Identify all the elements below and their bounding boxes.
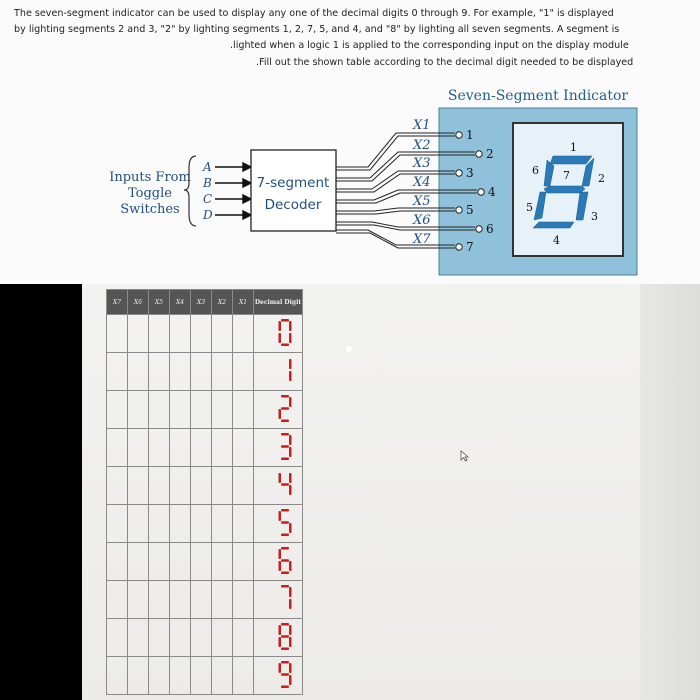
digit-segment-5: [279, 637, 282, 647]
decimal-digit-cell: [254, 505, 303, 543]
digit-segment-4: [281, 572, 289, 575]
pin-3-label: 3: [466, 166, 474, 180]
input-cell[interactable]: [107, 467, 128, 505]
seven-segment-digit: [278, 622, 294, 652]
input-cell[interactable]: [149, 619, 170, 657]
header-x1: X1: [233, 290, 254, 315]
input-cell[interactable]: [170, 467, 191, 505]
digit-segment-4: [281, 420, 289, 423]
input-cell[interactable]: [128, 505, 149, 543]
output-x3-label: X3: [413, 156, 431, 171]
table-row: [107, 315, 303, 353]
input-cell[interactable]: [212, 429, 233, 467]
digit-segment-5: [279, 409, 282, 419]
input-cell[interactable]: [107, 353, 128, 391]
digit-segment-5: [279, 333, 282, 343]
inputs-label-line-2: Toggle: [128, 186, 172, 201]
input-cell[interactable]: [212, 315, 233, 353]
input-cell[interactable]: [128, 429, 149, 467]
seven-segment-digit: [278, 470, 294, 500]
input-cell[interactable]: [233, 315, 254, 353]
input-cell[interactable]: [212, 467, 233, 505]
pin-1-label: 1: [466, 128, 474, 142]
input-cell[interactable]: [233, 391, 254, 429]
input-cell[interactable]: [149, 467, 170, 505]
segment-4: [533, 222, 574, 228]
segment-1: [550, 156, 592, 164]
decimal-digit-cell: [254, 581, 303, 619]
input-a-label: A: [203, 160, 212, 174]
decimal-digit-cell: [254, 467, 303, 505]
statement-line-1: The seven-segment indicator can be used to display any one of the decimal digits 0 through 9. For example, "1" is displayed: [14, 8, 614, 19]
input-cell[interactable]: [107, 543, 128, 581]
pin-5-label: 5: [466, 203, 474, 217]
input-cell[interactable]: [170, 353, 191, 391]
statement-line-3: .lighted when a logic 1 is applied to the corresponding input on the display module: [230, 40, 629, 51]
header-x3: X3: [191, 290, 212, 315]
input-cell[interactable]: [128, 315, 149, 353]
decimal-digit-cell: [254, 391, 303, 429]
digit-segment-1: [281, 661, 289, 664]
digit-segment-7: [281, 559, 289, 562]
digit-segment-7: [281, 445, 289, 448]
digit-segment-1: [281, 509, 289, 512]
digit-segment-1: [281, 623, 289, 626]
table-row: [107, 581, 303, 619]
input-cell[interactable]: [191, 657, 212, 695]
input-cell[interactable]: [191, 467, 212, 505]
digit-segment-6: [279, 625, 282, 635]
input-cell[interactable]: [212, 619, 233, 657]
digit-segment-6: [279, 549, 282, 559]
digit-segment-3: [289, 333, 292, 343]
input-cell[interactable]: [128, 619, 149, 657]
seven-segment-digit: [278, 432, 294, 462]
table-row: [107, 543, 303, 581]
input-cell[interactable]: [107, 657, 128, 695]
input-cell[interactable]: [212, 505, 233, 543]
indicator-title: Seven-Segment Indicator: [447, 88, 629, 104]
input-cell[interactable]: [191, 581, 212, 619]
segment-label-2: 2: [598, 172, 605, 185]
input-cell[interactable]: [149, 429, 170, 467]
input-cell[interactable]: [170, 505, 191, 543]
decimal-digit-cell: [254, 353, 303, 391]
digit-segment-1: [281, 585, 289, 588]
header-x2: X2: [212, 290, 233, 315]
input-cell[interactable]: [233, 543, 254, 581]
seven-segment-digit: [278, 546, 294, 576]
input-cell[interactable]: [233, 657, 254, 695]
input-cell[interactable]: [149, 391, 170, 429]
digit-segment-7: [281, 407, 289, 410]
input-cell[interactable]: [212, 657, 233, 695]
digit-segment-3: [289, 637, 292, 647]
inputs-label-line-1: Inputs From: [109, 170, 191, 185]
digit-segment-2: [289, 663, 292, 673]
input-cell[interactable]: [212, 581, 233, 619]
segment-label-7: 7: [563, 169, 570, 182]
input-cell[interactable]: [170, 657, 191, 695]
output-x1-label: X1: [413, 118, 431, 133]
input-cell[interactable]: [170, 619, 191, 657]
segment-7: [544, 186, 585, 193]
header-x5: X5: [149, 290, 170, 315]
digit-segment-6: [279, 321, 282, 331]
problem-statement-panel: [0, 0, 700, 284]
input-d-label: D: [203, 208, 213, 222]
segment-label-5: 5: [526, 201, 533, 214]
table-row: [107, 429, 303, 467]
input-cell[interactable]: [149, 353, 170, 391]
input-cell[interactable]: [233, 619, 254, 657]
input-brace: [184, 156, 196, 226]
input-cell[interactable]: [233, 353, 254, 391]
digit-segment-1: [281, 433, 289, 436]
digit-segment-3: [289, 371, 292, 381]
table-row: [107, 391, 303, 429]
digit-segment-7: [281, 521, 289, 524]
input-cell[interactable]: [170, 581, 191, 619]
output-x4-label: X4: [413, 175, 431, 190]
input-cell[interactable]: [191, 353, 212, 391]
input-cell[interactable]: [128, 391, 149, 429]
mouse-cursor-icon: [460, 450, 470, 462]
input-cell[interactable]: [191, 315, 212, 353]
table-row: [107, 505, 303, 543]
input-cell[interactable]: [212, 353, 233, 391]
table-row: [107, 467, 303, 505]
decoder-label-line-2: Decoder: [264, 197, 322, 213]
digit-segment-2: [289, 397, 292, 407]
input-cell[interactable]: [191, 543, 212, 581]
decimal-digit-cell: [254, 619, 303, 657]
input-cell[interactable]: [233, 429, 254, 467]
input-cell[interactable]: [191, 505, 212, 543]
input-cell[interactable]: [107, 315, 128, 353]
right-edge-panel: [640, 284, 700, 700]
input-cell[interactable]: [107, 505, 128, 543]
input-cell[interactable]: [128, 543, 149, 581]
segment-label-4: 4: [553, 234, 560, 247]
digit-segment-4: [281, 686, 289, 689]
light-reflection: [346, 346, 352, 352]
digit-segment-2: [289, 435, 292, 445]
seven-segment-digit: [278, 318, 294, 348]
segment-label-6: 6: [532, 164, 539, 177]
digit-segment-2: [289, 473, 292, 483]
output-x6-label: X6: [413, 213, 431, 228]
table-row: [107, 657, 303, 695]
input-cell[interactable]: [149, 581, 170, 619]
input-cell[interactable]: [212, 543, 233, 581]
inputs-label-line-3: Switches: [120, 202, 180, 217]
digit-segment-7: [281, 483, 289, 486]
table-header-row: [107, 290, 303, 315]
decoder-label-line-1: 7-segment: [256, 175, 330, 191]
digit-segment-3: [289, 675, 292, 685]
pin-4-label: 4: [488, 185, 496, 199]
input-cell[interactable]: [149, 315, 170, 353]
input-cell[interactable]: [149, 505, 170, 543]
digit-segment-6: [279, 511, 282, 521]
input-cell[interactable]: [107, 429, 128, 467]
input-cell[interactable]: [170, 543, 191, 581]
digit-segment-3: [289, 561, 292, 571]
input-cell[interactable]: [128, 353, 149, 391]
digit-segment-5: [279, 561, 282, 571]
pin-2-label: 2: [486, 147, 494, 161]
decimal-digit-cell: [254, 429, 303, 467]
digit-segment-6: [279, 473, 282, 483]
input-cell[interactable]: [170, 315, 191, 353]
segment-label-1: 1: [570, 141, 577, 154]
output-x7-label: X7: [413, 232, 431, 247]
digit-segment-7: [281, 635, 289, 638]
truth-table: [106, 289, 303, 695]
input-cell[interactable]: [128, 467, 149, 505]
input-cell[interactable]: [128, 581, 149, 619]
input-cell[interactable]: [128, 657, 149, 695]
input-cell[interactable]: [191, 391, 212, 429]
input-cell[interactable]: [107, 391, 128, 429]
digit-segment-2: [289, 625, 292, 635]
seven-segment-digit: [278, 584, 294, 614]
seven-segment-digit: [278, 660, 294, 690]
digit-segment-1: [281, 319, 289, 322]
table-row: [107, 353, 303, 391]
input-cell[interactable]: [170, 391, 191, 429]
output-x2-label: X2: [413, 138, 431, 153]
input-b-label: B: [203, 176, 212, 190]
header-x4: X4: [170, 290, 191, 315]
input-cell[interactable]: [107, 581, 128, 619]
digit-segment-6: [279, 663, 282, 673]
digit-segment-1: [281, 547, 289, 550]
digit-segment-4: [281, 648, 289, 651]
input-cell[interactable]: [233, 581, 254, 619]
table-row: [107, 619, 303, 657]
statement-line-2: by lighting segments 2 and 3, "2" by lighting segments 1, 2, 7, 5, and 4, and "8" by lighting all seven segments. A segment is: [14, 24, 620, 35]
header-x7: X7: [107, 290, 128, 315]
pin-6-label: 6: [486, 222, 494, 236]
decimal-digit-cell: [254, 543, 303, 581]
digit-segment-4: [281, 458, 289, 461]
input-cell[interactable]: [170, 429, 191, 467]
input-cell[interactable]: [191, 429, 212, 467]
seven-segment-digit: [278, 394, 294, 424]
digit-segment-1: [281, 395, 289, 398]
digit-segment-7: [281, 673, 289, 676]
digit-segment-3: [289, 447, 292, 457]
pin-7-label: 7: [466, 240, 474, 254]
header-decimal-digit: Decimal Digit: [254, 290, 303, 315]
input-cell[interactable]: [233, 467, 254, 505]
seven-segment-digit: [278, 508, 294, 538]
segment-label-3: 3: [591, 210, 598, 223]
input-cell[interactable]: [107, 619, 128, 657]
output-x5-label: X5: [413, 194, 431, 209]
input-cell[interactable]: [233, 505, 254, 543]
digit-segment-2: [289, 587, 292, 597]
digit-segment-2: [289, 321, 292, 331]
statement-line-4: .Fill out the shown table according to the decimal digit needed to be displayed: [256, 57, 634, 68]
digit-segment-3: [289, 485, 292, 495]
input-cell[interactable]: [149, 657, 170, 695]
input-cell[interactable]: [191, 619, 212, 657]
input-cell[interactable]: [212, 391, 233, 429]
header-x6: X6: [128, 290, 149, 315]
digit-segment-2: [289, 359, 292, 369]
digit-segment-3: [289, 523, 292, 533]
input-cell[interactable]: [149, 543, 170, 581]
digit-segment-4: [281, 344, 289, 347]
decimal-digit-cell: [254, 315, 303, 353]
input-c-label: C: [203, 192, 213, 206]
seven-segment-digit: [278, 356, 294, 386]
decoder-diagram: [0, 0, 700, 284]
digit-segment-3: [289, 599, 292, 609]
decimal-digit-cell: [254, 657, 303, 695]
digit-segment-4: [281, 534, 289, 537]
